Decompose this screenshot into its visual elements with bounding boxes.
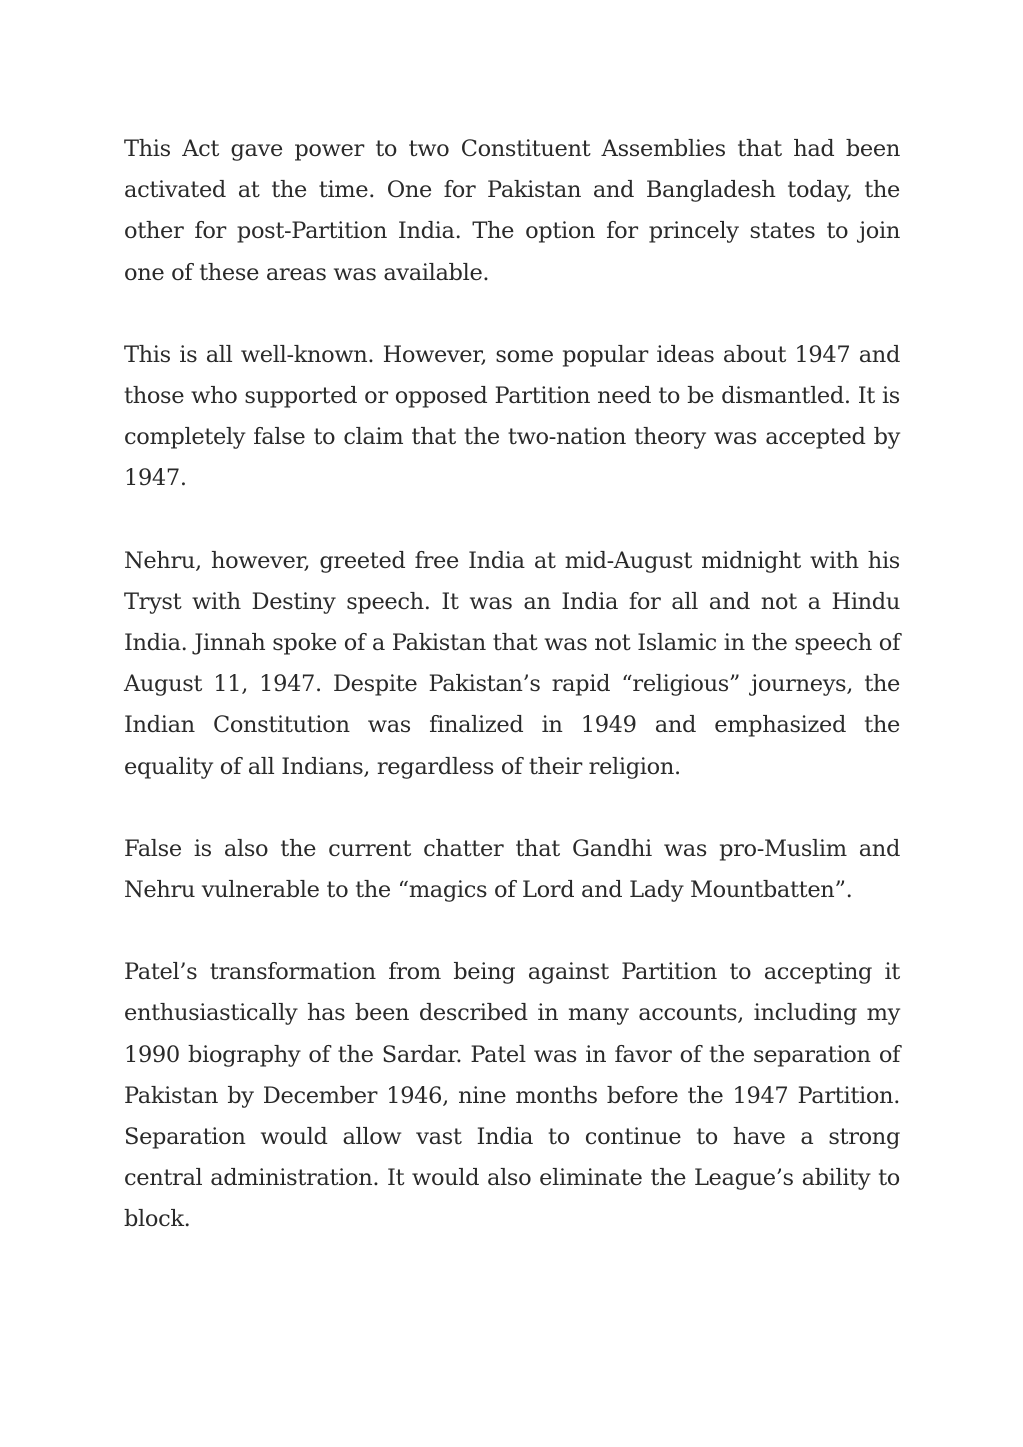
paragraph-two-nation-theory: This is all well-known. However, some popular ideas about 1947 and those who supported or opposed Partition need to be dismantled. It is completely false to claim that the two-nation theory was accepted by 1947. <box>124 341 900 492</box>
paragraph-patel-transformation: Patel’s transformation from being against Partition to accepting it enthusiastically has been described in many accounts, including my 1990 biography of the Sardar. Patel was in favor of the separation of Pakistan by December 1946, nine months before the 1947 Partition. Separation would allow vast India to continue to have a strong central administration. It would also eliminate the League’s ability to block. <box>124 959 900 1233</box>
paragraph-nehru-tryst-with-destiny: Nehru, however, greeted free India at mid-August midnight with his Tryst with Destiny speech. It was an India for all and not a Hindu India. Jinnah spoke of a Pakistan that was not Islamic in the speech of August 11, 1947. Despite Pakistan’s rapid “religious” journeys, the Indian Constitution was finalized in 1949 and emphasized the equality of all Indians, regardless of their religion. <box>124 547 900 780</box>
paragraph-act-constituent-assemblies: This Act gave power to two Constituent Assemblies that had been activated at the time. One for Pakistan and Bangladesh today, the other for post-Partition India. The option for princely states to join one of these areas was available. <box>124 136 900 286</box>
document-body <box>124 129 900 1282</box>
paragraph-gandhi-nehru-chatter: False is also the current chatter that Gandhi was pro-Muslim and Nehru vulnerable to the “magics of Lord and Lady Mountbatten”. <box>124 835 900 904</box>
